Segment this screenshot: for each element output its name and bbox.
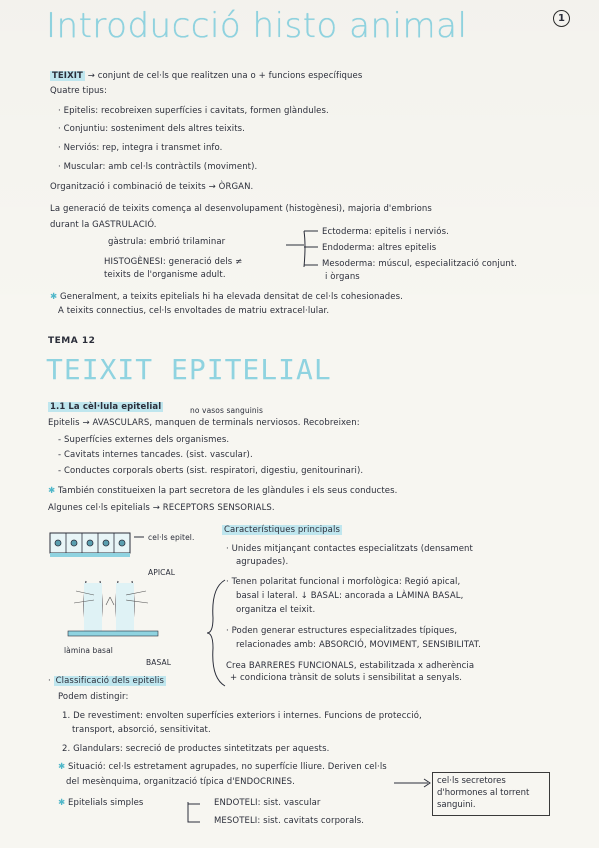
- list-item: - Superfícies externes dels organismes.: [58, 435, 230, 445]
- note-box: cel·ls secretores d'hormones al torrent sanguini.: [432, 772, 550, 816]
- list-item: · Nerviós: rep, integra i transmet info.: [58, 143, 223, 153]
- list-item: · Conjuntiu: sosteniment dels altres teixits.: [58, 124, 245, 134]
- list-item: · Poden generar estructures especialitzades típiques,: [226, 626, 458, 636]
- text-line: La generació de teixits comença al desenvolupament (histogènesi), majoria d'embrions: [50, 204, 432, 214]
- annotation: no vasos sanguinis: [190, 406, 263, 415]
- star-icon: ✱: [50, 292, 58, 302]
- text-line: Organització i combinació de teixits → ÒRGAN.: [50, 182, 254, 192]
- text-line: i òrgans: [325, 272, 360, 282]
- text-line: También constitueixen la part secretora de les glàndules i els seus conductes.: [58, 486, 398, 496]
- notebook-page: Introducció histo animal 1 TEIXIT → conjunt de cel·ls que realitzen una o + funcions específiques Quatre tipus: · Epitelis: recobreixen superfícies i cavitats, formen glàndules. · Conjuntiu: sosteniment dels altres teixits. · Nerviós: rep, integra i transmet info. · Muscular: amb cel·ls contràctils (moviment). Organització i combinació de teixits → ÒRGAN. La generació de teixits comença al desenvolupament (histogènesi), majoria d'embrions durant la GASTRULACIÓ. gàstrula: embrió trilaminar Ectoderma: epitelis i nerviós. Endoderma: altres epitelis HISTOGÈNESI: generació dels ≠ Mesoderma: múscul, especialització conjunt. teixits de l'organisme adult. i òrgans ✱ Generalment, a teixits epitelials hi ha elevada densitat de cel·ls cohesionades. A teixits connectius, cel·ls envoltades de matriu extracel·lular. TEMA 12 TEIXIT EPITELIAL 1.1 La cèl·lula epitelial no vasos sanguinis Epitelis → AVASCULARS, manquen de terminals nerviosos. Recobreixen: - Superfícies externes dels organismes. - Cavitats internes tancades. (sist. vascular). - Conductes corporals oberts (sist. respiratori, digestiu, genitourinari). ✱ También constitueixen la part secretora de les glàndules i els seus conductes. Algunes cel·ls epitelials → RECEPTORS SENSORIALS. cel·ls epitel. APICAL làmina basal BASAL Característiques principals · Unides mitjançant contactes especialitzats (densament agrupades). · Tenen polaritat funcional i morfològica: Regió apical, basal i lateral. ↓ BASAL: ancorada a LÀMINA BASAL, organitza el teixit. · Poden generar estructures especialitzades típiques, relacionades amb: ABSORCIÓ, MOVIMENT, SENSIBILITAT. Crea BARRERES FUNCIONALS, estabilitzada x adherència + condiciona trànsit de soluts i sensibilitat a senyals. · Classificació dels epitelis Podem distingir: 1. De revestiment: envolten superfícies exteriors i internes. Funcions de protecció, transport, absorció, sensitivitat. 2. Glandulars: secreció de productes sintetitzats per aquests. ✱ Situació: cel·ls estretament agrupades, no superfície lliure. Deriven cel·ls del mesènquima, organització típica d'ENDOCRINES. cel·ls secretores d'hormones al torrent sanguini. ✱ Epitelials simples ENDOTELI: sist. vascular MESOTELI: sist. cavitats corporals.: [0, 0, 599, 848]
- diagram-label: APICAL: [148, 568, 176, 577]
- curly-brace: [205, 578, 229, 688]
- text-line: ENDOTELI: sist. vascular: [214, 798, 321, 808]
- diagram-label: BASAL: [146, 658, 171, 667]
- star-icon: ✱: [58, 798, 66, 808]
- arrow: [394, 778, 434, 788]
- classification-heading: Classificació dels epitelis: [55, 676, 165, 686]
- text-line: Epitelis → AVASCULARS, manquen de terminals nerviosos. Recobreixen:: [48, 418, 360, 428]
- page-title: Introducció histo animal: [46, 6, 468, 46]
- epithelium-diagram: [48, 525, 208, 660]
- text-line: gàstrula: embrió trilaminar: [108, 237, 226, 247]
- definition-teixit: → conjunt de cel·ls que realitzen una o + funcions específiques: [87, 71, 363, 81]
- list-item: · Tenen polaritat funcional i morfològica: Regió apical,: [226, 577, 461, 587]
- list-item: · Muscular: amb cel·ls contràctils (moviment).: [58, 162, 258, 172]
- star-icon: ✱: [58, 762, 66, 772]
- text-line: teixits de l'organisme adult.: [104, 270, 226, 280]
- text-line: durant la GASTRULACIÓ.: [50, 220, 157, 230]
- term-teixit: TEIXIT: [52, 71, 83, 81]
- text-line: del mesènquima, organització típica d'ENDOCRINES.: [66, 777, 295, 787]
- text-line: Ectoderma: epitelis i nerviós.: [322, 227, 449, 237]
- text-line: Situació: cel·ls estretament agrupades, no superfície lliure. Deriven cel·ls: [68, 762, 387, 772]
- text-line: Algunes cel·ls epitelials → RECEPTORS SENSORIALS.: [48, 503, 275, 513]
- page-number: 1: [553, 10, 570, 27]
- chapter-label: TEMA 12: [48, 336, 96, 346]
- text-line: Podem distingir:: [58, 692, 129, 702]
- text-line: MESOTELI: sist. cavitats corporals.: [214, 816, 365, 826]
- text-line: organitza el teixit.: [236, 605, 316, 615]
- features-heading: Característiques principals: [224, 525, 340, 535]
- text-line: Endoderma: altres epitelis: [322, 243, 437, 253]
- list-item: · Unides mitjançant contactes especialitzats (densament: [226, 544, 473, 554]
- brace-diagram: [284, 225, 324, 275]
- list-item: · Epitelis: recobreixen superfícies i cavitats, formen glàndules.: [58, 106, 329, 116]
- diagram-label: làmina basal: [64, 646, 113, 655]
- text-line: Mesoderma: múscul, especialització conjunt.: [322, 259, 518, 269]
- list-item: - Conductes corporals oberts (sist. respiratori, digestiu, genitourinari).: [58, 466, 364, 476]
- text-line: Quatre tipus:: [50, 86, 107, 96]
- text-line: + condiciona trànsit de soluts i sensibilitat a senyals.: [230, 673, 463, 683]
- chapter-title: TEIXIT EPITELIAL: [46, 353, 332, 386]
- list-item: 1. De revestiment: envolten superfícies exteriors i internes. Funcions de protecció,: [62, 711, 422, 721]
- text-line: basal i lateral. ↓ BASAL: ancorada a LÀMINA BASAL,: [236, 591, 464, 601]
- text-line: relacionades amb: ABSORCIÓ, MOVIMENT, SENSIBILITAT.: [236, 640, 481, 650]
- text-line: agrupades).: [236, 557, 289, 567]
- star-icon: ✱: [48, 486, 56, 496]
- text-line: Epitelials simples: [68, 798, 144, 808]
- text-line: transport, absorció, sensitivitat.: [72, 725, 211, 735]
- branch-lines: [182, 800, 212, 830]
- text-line: A teixits connectius, cel·ls envoltades de matriu extracel·lular.: [58, 306, 330, 316]
- text-line: HISTOGÈNESI: generació dels ≠: [104, 257, 243, 267]
- list-item: 2. Glandulars: secreció de productes sintetitzats per aquests.: [62, 744, 330, 754]
- diagram-label: cel·ls epitel.: [148, 533, 195, 542]
- section-heading: 1.1 La cèl·lula epitelial: [50, 402, 162, 412]
- list-item: - Cavitats internes tancades. (sist. vascular).: [58, 450, 253, 460]
- text-line: Crea BARRERES FUNCIONALS, estabilitzada x adherència: [226, 661, 475, 671]
- text-line: Generalment, a teixits epitelials hi ha elevada densitat de cel·ls cohesionades.: [60, 292, 403, 302]
